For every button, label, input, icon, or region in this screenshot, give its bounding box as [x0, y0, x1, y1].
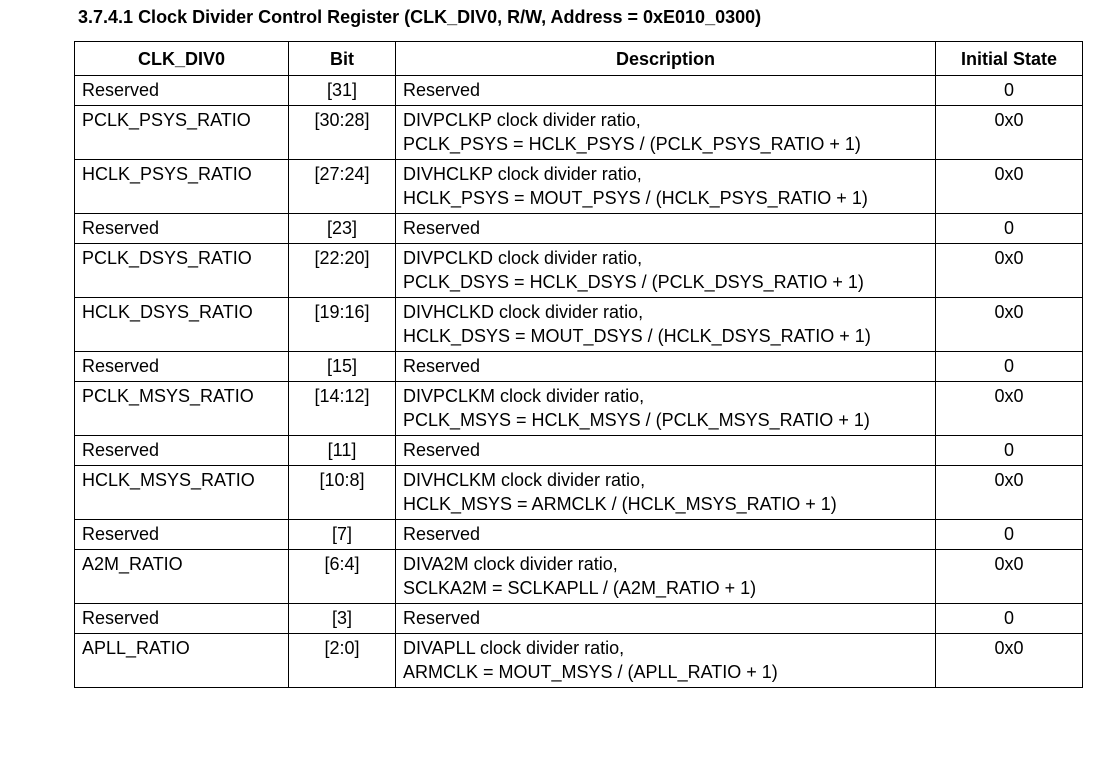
- field-description: [396, 520, 936, 550]
- description-line: DIVAPLL clock divider ratio,: [403, 638, 625, 658]
- field-bits: [22:20]: [289, 244, 396, 298]
- field-description: [396, 466, 936, 520]
- table-row: [75, 352, 1083, 382]
- field-bits: [3]: [289, 604, 396, 634]
- description-line: PCLK_MSYS = HCLK_MSYS / (PCLK_MSYS_RATIO + 1): [403, 410, 870, 430]
- field-initial-state: 0: [936, 520, 1083, 550]
- field-bits: [11]: [289, 436, 396, 466]
- field-bits: [19:16]: [289, 298, 396, 352]
- field-initial-state: 0x0: [936, 634, 1083, 688]
- description-line: Reserved: [403, 608, 481, 628]
- description-line: Reserved: [403, 80, 481, 100]
- table-row: [75, 76, 1083, 106]
- field-name: PCLK_PSYS_RATIO: [75, 106, 289, 160]
- description-line: HCLK_DSYS = MOUT_DSYS / (HCLK_DSYS_RATIO + 1): [403, 326, 871, 346]
- header-row: [75, 42, 1083, 76]
- header-bit: Bit: [289, 42, 396, 76]
- field-description: [396, 76, 936, 106]
- description-line: ARMCLK = MOUT_MSYS / (APLL_RATIO + 1): [403, 662, 778, 682]
- field-name: A2M_RATIO: [75, 550, 289, 604]
- field-name: Reserved: [75, 520, 289, 550]
- field-initial-state: 0x0: [936, 382, 1083, 436]
- table-row: [75, 160, 1083, 214]
- table-row: [75, 550, 1083, 604]
- table-row: [75, 106, 1083, 160]
- description-line: PCLK_PSYS = HCLK_PSYS / (PCLK_PSYS_RATIO + 1): [403, 134, 861, 154]
- description-line: DIVPCLKM clock divider ratio,: [403, 386, 645, 406]
- field-bits: [27:24]: [289, 160, 396, 214]
- field-bits: [7]: [289, 520, 396, 550]
- description-line: HCLK_MSYS = ARMCLK / (HCLK_MSYS_RATIO + 1): [403, 494, 837, 514]
- table-row: [75, 604, 1083, 634]
- table-row: [75, 520, 1083, 550]
- description-line: DIVHCLKD clock divider ratio,: [403, 302, 644, 322]
- table-row: [75, 466, 1083, 520]
- header-field-name: CLK_DIV0: [75, 42, 289, 76]
- field-initial-state: 0x0: [936, 466, 1083, 520]
- field-initial-state: 0: [936, 76, 1083, 106]
- description-line: DIVHCLKP clock divider ratio,: [403, 164, 642, 184]
- field-initial-state: 0: [936, 214, 1083, 244]
- field-name: Reserved: [75, 436, 289, 466]
- description-line: Reserved: [403, 218, 481, 238]
- field-bits: [30:28]: [289, 106, 396, 160]
- field-bits: [23]: [289, 214, 396, 244]
- field-initial-state: 0: [936, 604, 1083, 634]
- field-initial-state: 0x0: [936, 298, 1083, 352]
- field-initial-state: 0x0: [936, 160, 1083, 214]
- field-description: [396, 382, 936, 436]
- section-title: Clock Divider Control Register (CLK_DIV0, R/W, Address = 0xE010_0300): [138, 7, 762, 27]
- field-bits: [6:4]: [289, 550, 396, 604]
- field-description: [396, 634, 936, 688]
- field-bits: [2:0]: [289, 634, 396, 688]
- field-bits: [14:12]: [289, 382, 396, 436]
- field-description: [396, 244, 936, 298]
- description-line: DIVPCLKD clock divider ratio,: [403, 248, 643, 268]
- field-description: [396, 214, 936, 244]
- table-row: [75, 382, 1083, 436]
- field-bits: [10:8]: [289, 466, 396, 520]
- section-heading: [78, 7, 761, 28]
- table-body: [75, 76, 1083, 688]
- field-name: HCLK_PSYS_RATIO: [75, 160, 289, 214]
- field-name: Reserved: [75, 76, 289, 106]
- table-row: [75, 298, 1083, 352]
- field-description: [396, 604, 936, 634]
- field-bits: [15]: [289, 352, 396, 382]
- description-line: DIVPCLKP clock divider ratio,: [403, 110, 641, 130]
- table-row: [75, 214, 1083, 244]
- description-line: PCLK_DSYS = HCLK_DSYS / (PCLK_DSYS_RATIO + 1): [403, 272, 864, 292]
- description-line: Reserved: [403, 356, 481, 376]
- field-name: HCLK_DSYS_RATIO: [75, 298, 289, 352]
- field-description: [396, 298, 936, 352]
- field-bits: [31]: [289, 76, 396, 106]
- field-initial-state: 0: [936, 352, 1083, 382]
- field-initial-state: 0x0: [936, 244, 1083, 298]
- field-name: HCLK_MSYS_RATIO: [75, 466, 289, 520]
- field-description: [396, 352, 936, 382]
- field-description: [396, 106, 936, 160]
- table-row: [75, 436, 1083, 466]
- description-line: DIVHCLKM clock divider ratio,: [403, 470, 646, 490]
- section-number: 3.7.4.1: [78, 7, 134, 27]
- field-name: Reserved: [75, 352, 289, 382]
- field-name: PCLK_DSYS_RATIO: [75, 244, 289, 298]
- field-initial-state: 0x0: [936, 550, 1083, 604]
- field-initial-state: 0: [936, 436, 1083, 466]
- description-line: Reserved: [403, 440, 481, 460]
- field-name: Reserved: [75, 604, 289, 634]
- description-line: DIVA2M clock divider ratio,: [403, 554, 618, 574]
- field-description: [396, 550, 936, 604]
- field-name: Reserved: [75, 214, 289, 244]
- register-table: [74, 41, 1083, 688]
- description-line: Reserved: [403, 524, 481, 544]
- table-row: [75, 244, 1083, 298]
- header-initial-state: Initial State: [936, 42, 1083, 76]
- header-description: Description: [396, 42, 936, 76]
- field-name: PCLK_MSYS_RATIO: [75, 382, 289, 436]
- description-line: HCLK_PSYS = MOUT_PSYS / (HCLK_PSYS_RATIO + 1): [403, 188, 868, 208]
- field-description: [396, 160, 936, 214]
- field-description: [396, 436, 936, 466]
- field-name: APLL_RATIO: [75, 634, 289, 688]
- field-initial-state: 0x0: [936, 106, 1083, 160]
- table-header: [75, 42, 1083, 76]
- table-row: [75, 634, 1083, 688]
- description-line: SCLKA2M = SCLKAPLL / (A2M_RATIO + 1): [403, 578, 757, 598]
